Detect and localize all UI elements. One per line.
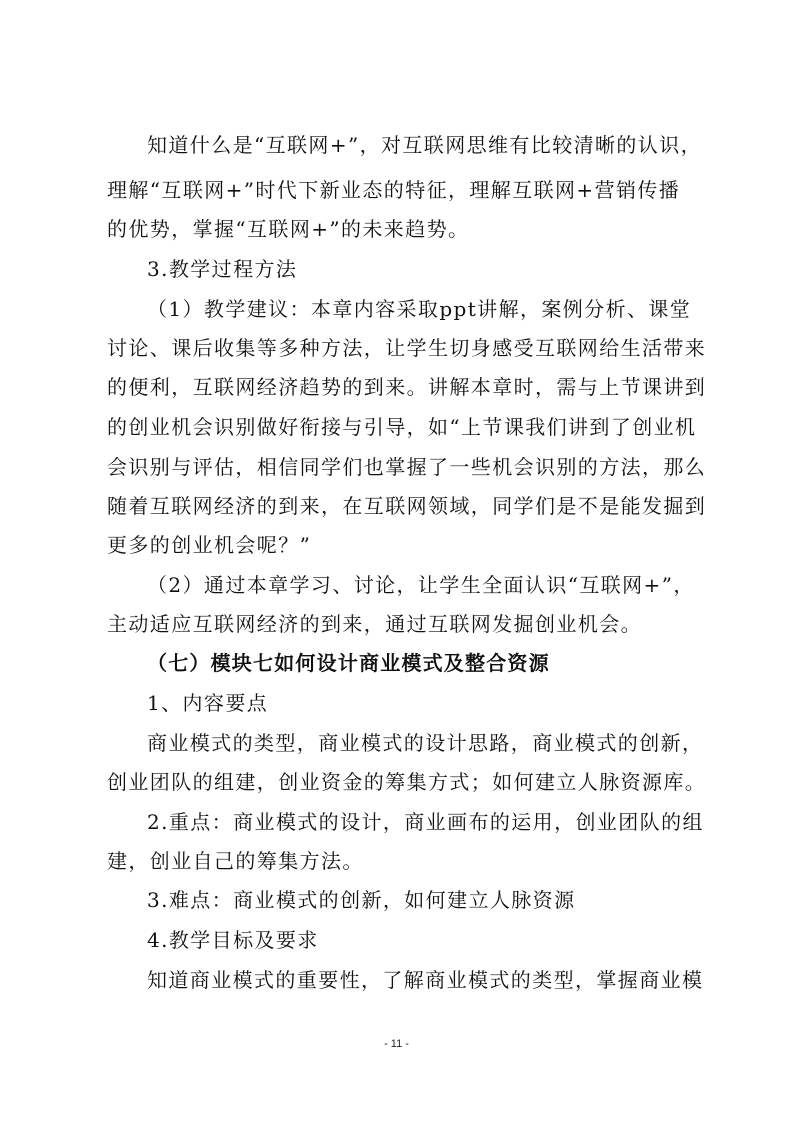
paragraph-line: 更多的创业机会呢？” — [107, 533, 312, 557]
paragraph-line: 建，创业自己的筹集方法。 — [107, 849, 364, 873]
paragraph-line: 随着互联网经济的到来，在互联网领域，同学们是不是能发掘到 — [107, 494, 707, 518]
paragraph-line: 知道商业模式的重要性，了解商业模式的类型，掌握商业模 — [147, 968, 704, 992]
paragraph-line: 的便利，互联网经济趋势的到来。讲解本章时，需与上节课讲到 — [107, 375, 707, 399]
paragraph-line: 会识别与评估，相信同学们也掌握了一些机会识别的方法，那么 — [107, 455, 707, 479]
section-heading: 4.教学目标及要求 — [147, 928, 319, 952]
section-heading: 3.教学过程方法 — [147, 257, 298, 281]
paragraph-line: 讨论、课后收集等多种方法，让学生切身感受互联网给生活带来 — [107, 336, 707, 360]
module-heading: （七）模块七如何设计商业模式及整合资源 — [147, 651, 550, 675]
paragraph-line: 创业团队的组建，创业资金的筹集方式；如何建立人脉资源库。 — [107, 770, 707, 794]
paragraph-line: 的优势，掌握“互联网+”的未来趋势。 — [107, 217, 470, 241]
paragraph-line: （1）教学建议：本章内容采取ppt讲解，案例分析、课堂 — [147, 297, 692, 321]
paragraph-line: 的创业机会识别做好衔接与引导，如“上节课我们讲到了创业机 — [107, 415, 697, 439]
paragraph-line: 2.重点：商业模式的设计，商业画布的运用，创业团队的组 — [147, 810, 704, 834]
paragraph-line: 商业模式的类型，商业模式的设计思路，商业模式的创新， — [147, 731, 704, 755]
paragraph-line: 主动适应互联网经济的到来，通过互联网发掘创业机会。 — [107, 612, 642, 636]
paragraph-line: 3.难点：商业模式的创新，如何建立人脉资源 — [147, 888, 576, 912]
paragraph-line: 知道什么是“互联网+”，对互联网思维有比较清晰的认识， — [147, 133, 703, 157]
section-heading: 1、内容要点 — [147, 691, 269, 715]
paragraph-line: （2）通过本章学习、讨论，让学生全面认识“互联网+”， — [147, 573, 695, 597]
paragraph-line: 理解“互联网+”时代下新业态的特征，理解互联网+营销传播 — [107, 178, 681, 202]
page-number: - 11 - — [384, 1038, 409, 1050]
